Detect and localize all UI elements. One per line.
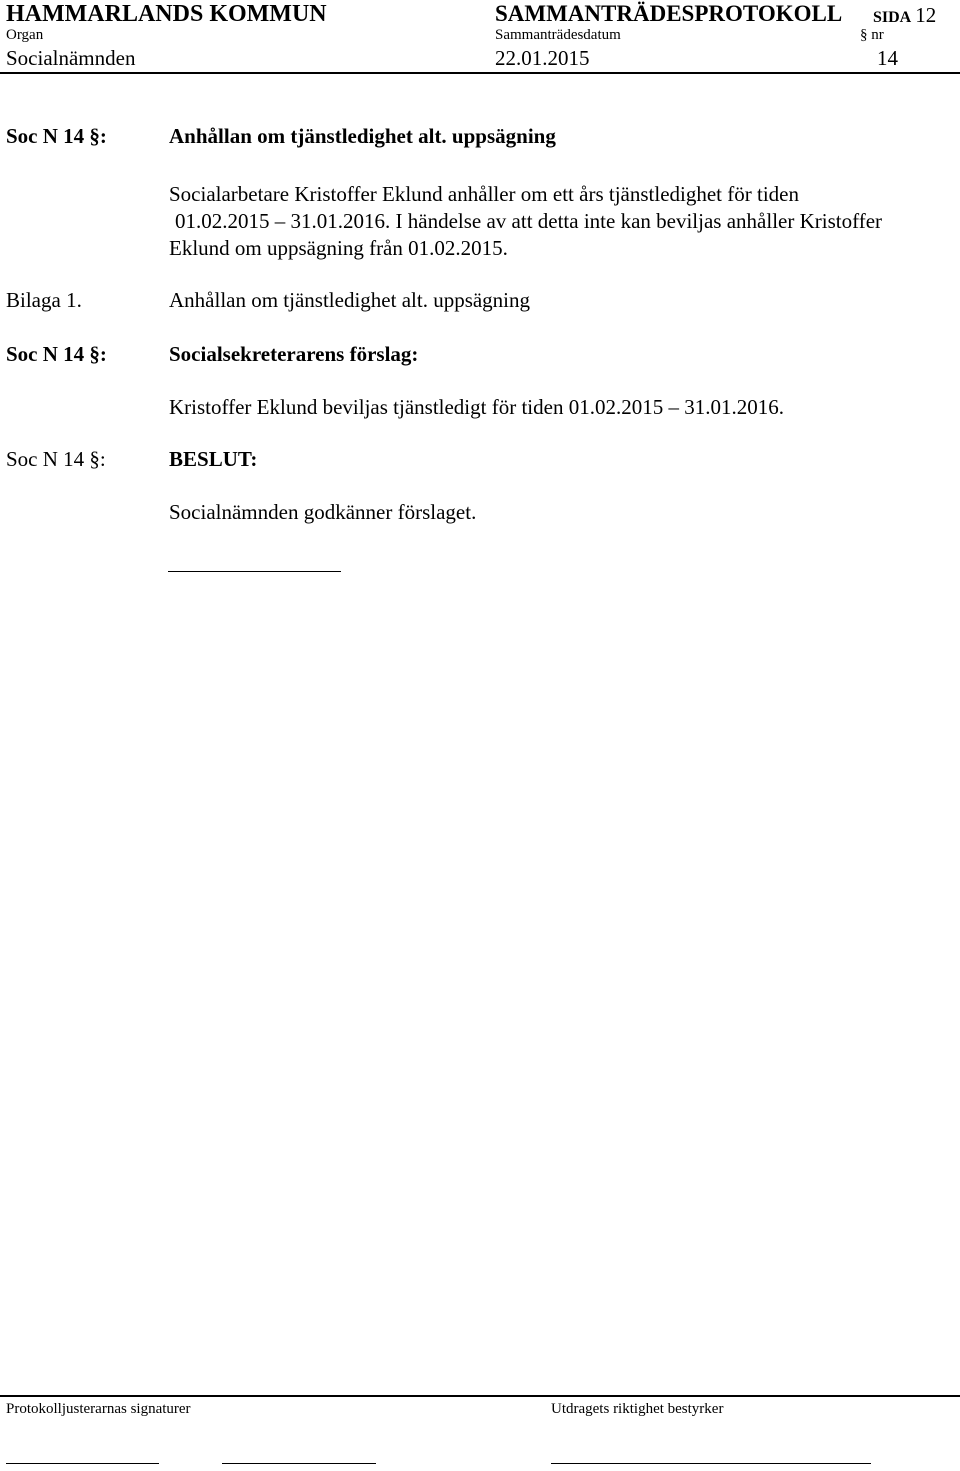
decision-text: Socialnämnden godkänner förslaget. [169, 500, 477, 524]
paragraph-line-1: Socialarbetare Kristoffer Eklund anhåller om ett års tjänstledighet för tiden [169, 182, 799, 206]
item-title: Anhållan om tjänstledighet alt. uppsägning [169, 124, 556, 148]
header-divider [0, 72, 960, 74]
page-indicator [873, 3, 936, 28]
paragraph-line-3: Eklund om uppsägning från 01.02.2015. [169, 236, 508, 260]
municipality-name: HAMMARLANDS KOMMUN [6, 1, 327, 27]
date-label: Sammanträdesdatum [495, 27, 621, 43]
organ-label: Organ [6, 27, 44, 43]
date-value: 22.01.2015 [495, 46, 590, 70]
section-value: 14 [877, 46, 898, 70]
section-end-line [168, 571, 341, 572]
decision-heading: BESLUT: [169, 447, 258, 471]
page-label: SIDA [873, 9, 912, 26]
proposal-heading: Socialsekreterarens förslag: [169, 342, 419, 366]
protocol-title: SAMMANTRÄDESPROTOKOLL [495, 1, 843, 26]
attachment-text: Anhållan om tjänstledighet alt. uppsägning [169, 288, 531, 312]
decision-ref: Soc N 14 §: [6, 447, 106, 471]
attachment-label: Bilaga 1. [6, 288, 82, 312]
signature-line-2 [222, 1463, 376, 1464]
organ-value: Socialnämnden [6, 46, 136, 70]
footer-certification-label: Utdragets riktighet bestyrker [551, 1401, 724, 1417]
page-number: 12 [915, 3, 937, 27]
certification-signature-line [551, 1463, 871, 1464]
signature-line-1 [6, 1463, 159, 1464]
proposal-text: Kristoffer Eklund beviljas tjänstledigt för tiden 01.02.2015 – 31.01.2016. [169, 395, 784, 419]
footer-divider [0, 1395, 960, 1397]
proposal-ref: Soc N 14 §: [6, 342, 107, 366]
footer-signatures-label: Protokolljusterarnas signaturer [6, 1401, 191, 1417]
paragraph-line-2: 01.02.2015 – 31.01.2016. I händelse av att detta inte kan beviljas anhåller Kristoffer [175, 209, 883, 233]
section-label: § nr [860, 27, 884, 43]
item-ref: Soc N 14 §: [6, 124, 107, 148]
